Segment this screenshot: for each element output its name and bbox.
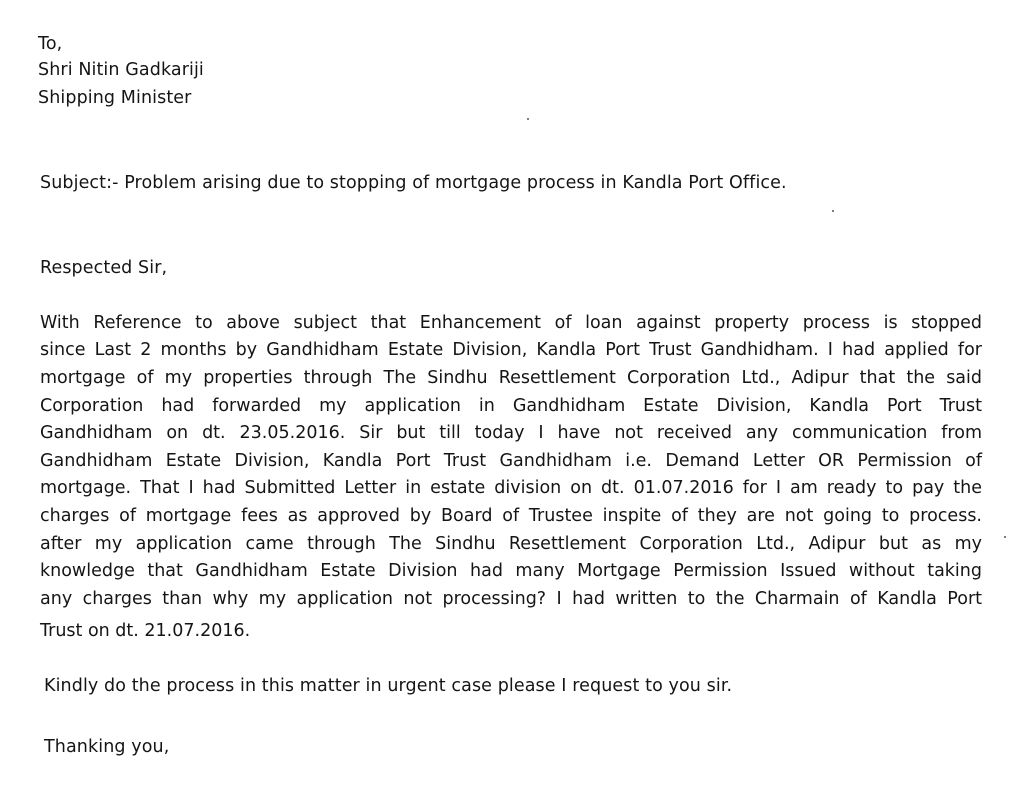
address-title: Shipping Minister [38, 88, 192, 108]
salutation: Respected Sir, [40, 258, 168, 278]
body-line: charges of mortgage fees as approved by Board of Trustee inspite of they are not going to process. [40, 506, 982, 526]
body-line: any charges than why my application not processing? I had written to the Charmain of Kandla Port [40, 589, 982, 609]
body-line: mortgage. That I had Submitted Letter in estate division on dt. 01.07.2016 for I am ready to pay the [40, 478, 982, 498]
body-line: Gandhidham Estate Division, Kandla Port Trust Gandhidham i.e. Demand Letter OR Permission of [40, 451, 982, 471]
closing-line: Thanking you, [44, 737, 170, 757]
body-line: mortgage of my properties through The Sindhu Resettlement Corporation Ltd., Adipur that the said [40, 368, 982, 388]
body-line: Gandhidham on dt. 23.05.2016. Sir but till today I have not received any communication from [40, 423, 982, 443]
body-line: Corporation had forwarded my application in Gandhidham Estate Division, Kandla Port Trust [40, 396, 982, 416]
request-line: Kindly do the process in this matter in urgent case please I request to you sir. [44, 676, 733, 696]
address-to: To, [38, 34, 63, 54]
scan-speck [1004, 536, 1006, 538]
body-line: With Reference to above subject that Enhancement of loan against property process is stopped [40, 313, 982, 333]
body-line: after my application came through The Sindhu Resettlement Corporation Ltd., Adipur but as my [40, 534, 982, 554]
scan-speck [527, 118, 529, 120]
body-line: Trust on dt. 21.07.2016. [40, 621, 251, 641]
body-line: since Last 2 months by Gandhidham Estate Division, Kandla Port Trust Gandhidham. I had applied for [40, 340, 982, 360]
scan-speck [832, 210, 834, 212]
subject-line: Subject:- Problem arising due to stopping of mortgage process in Kandla Port Office. [40, 173, 787, 193]
address-name: Shri Nitin Gadkariji [38, 60, 204, 80]
body-line: knowledge that Gandhidham Estate Division had many Mortgage Permission Issued without taking [40, 561, 982, 581]
